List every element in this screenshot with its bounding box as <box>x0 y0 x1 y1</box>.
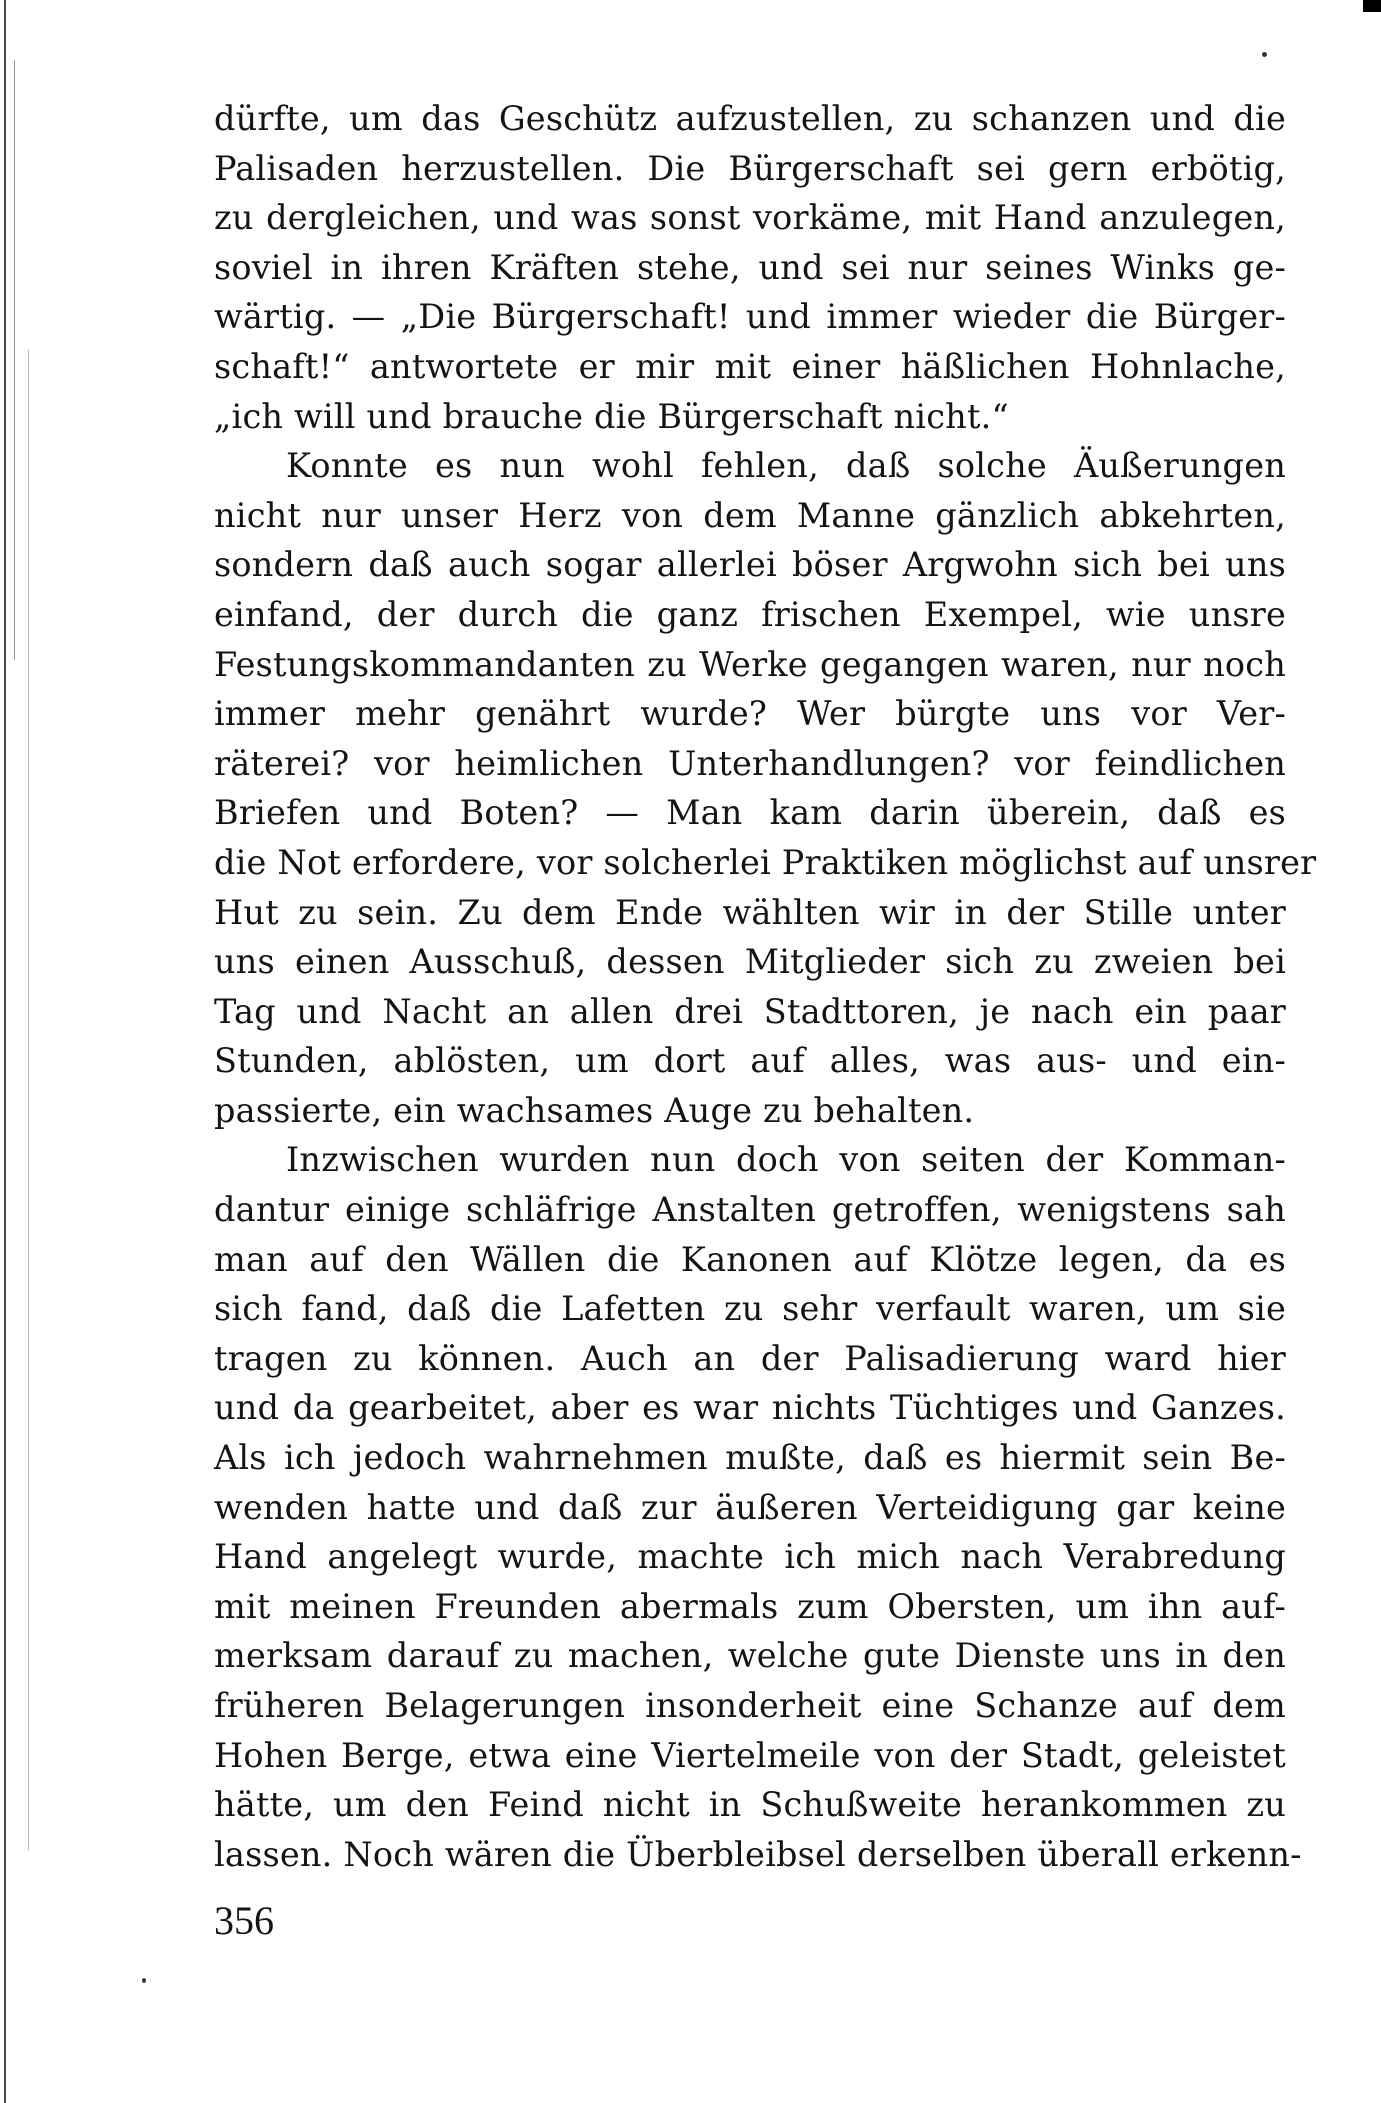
text-line: nicht nur unser Herz von dem Manne gänzlich abkehrten, <box>214 495 1286 535</box>
text-line: immer mehr genährt wurde? Wer bürgte uns vor Ver- <box>214 694 1286 734</box>
text-line: mit meinen Freunden abermals zum Obersten, um ihn auf- <box>214 1586 1286 1626</box>
scan-corner-mark <box>1363 0 1381 12</box>
text-line: Stunden, ablösten, um dort auf alles, was aus- und ein- <box>214 1041 1286 1081</box>
text-line: „ich will und brauche die Bürgerschaft nicht.“ <box>214 396 1009 436</box>
text-line: Festungskommandanten zu Werke gegangen waren, nur noch <box>214 644 1286 684</box>
text-line: schaft!“ antwortete er mir mit einer häßlichen Hohnlache, <box>214 346 1286 386</box>
text-line: die Not erfordere, vor solcherlei Praktiken möglichst auf unsrer <box>214 842 1317 882</box>
text-line: einfand, der durch die ganz frischen Exempel, wie unsre <box>214 594 1286 634</box>
gutter-shadow-line <box>14 60 15 660</box>
text-line: Hohen Berge, etwa eine Viertelmeile von der Stadt, geleistet <box>214 1735 1286 1775</box>
scan-speck <box>1262 52 1267 57</box>
text-line: lassen. Noch wären die Überbleibsel derselben überall erkenn- <box>214 1834 1302 1874</box>
text-line: dantur einige schläfrige Anstalten getroffen, wenigstens sah <box>214 1190 1286 1230</box>
text-line: hätte, um den Feind nicht in Schußweite herankommen zu <box>214 1785 1286 1825</box>
text-line: man auf den Wällen die Kanonen auf Klötze legen, da es <box>214 1239 1286 1279</box>
page-number: 356 <box>214 1898 274 1943</box>
text-line: soviel in ihren Kräften stehe, und sei nur seines Winks ge- <box>214 247 1286 287</box>
gutter-shadow-line <box>28 350 29 1850</box>
paragraph-first-line: Inzwischen wurden nun doch von seiten der Komman- <box>286 1140 1286 1180</box>
text-line: Palisaden herzustellen. Die Bürgerschaft sei gern erbötig, <box>214 148 1286 188</box>
paragraph-first-line: Konnte es nun wohl fehlen, daß solche Äußerungen <box>286 446 1286 486</box>
text-line: Tag und Nacht an allen drei Stadttoren, je nach ein paar <box>214 991 1286 1031</box>
text-line: wenden hatte und daß zur äußeren Verteidigung gar keine <box>214 1487 1286 1527</box>
text-line: Hut zu sein. Zu dem Ende wählten wir in der Stille unter <box>214 892 1286 932</box>
body-text <box>214 94 1317 1879</box>
gutter-edge-line <box>4 0 6 2103</box>
text-line: tragen zu können. Auch an der Palisadierung ward hier <box>214 1338 1286 1378</box>
text-line: Als ich jedoch wahrnehmen mußte, daß es hiermit sein Be- <box>214 1438 1286 1478</box>
text-line: räterei? vor heimlichen Unterhandlungen? vor feindlichen <box>214 743 1286 783</box>
text-line: Briefen und Boten? — Man kam darin überein, daß es <box>214 793 1286 833</box>
text-line: sich fand, daß die Lafetten zu sehr verfault waren, um sie <box>214 1289 1286 1329</box>
text-line: Hand angelegt wurde, machte ich mich nach Verabredung <box>214 1537 1286 1577</box>
text-line: zu dergleichen, und was sonst vorkäme, mit Hand anzulegen, <box>214 198 1286 238</box>
text-line: dürfte, um das Geschütz aufzustellen, zu schanzen und die <box>214 99 1286 138</box>
text-line: uns einen Ausschuß, dessen Mitglieder sich zu zweien bei <box>214 942 1286 982</box>
text-line: merksam darauf zu machen, welche gute Dienste uns in den <box>214 1636 1286 1676</box>
text-line: und da gearbeitet, aber es war nichts Tüchtiges und Ganzes. <box>214 1388 1286 1428</box>
text-line: wärtig. — „Die Bürgerschaft! und immer wieder die Bürger- <box>214 297 1286 337</box>
text-line: sondern daß auch sogar allerlei böser Argwohn sich bei uns <box>214 545 1286 585</box>
text-line: passierte, ein wachsames Auge zu behalten. <box>214 1090 975 1130</box>
text-line: früheren Belagerungen insonderheit eine Schanze auf dem <box>214 1686 1286 1725</box>
scan-speck <box>142 1978 146 1983</box>
